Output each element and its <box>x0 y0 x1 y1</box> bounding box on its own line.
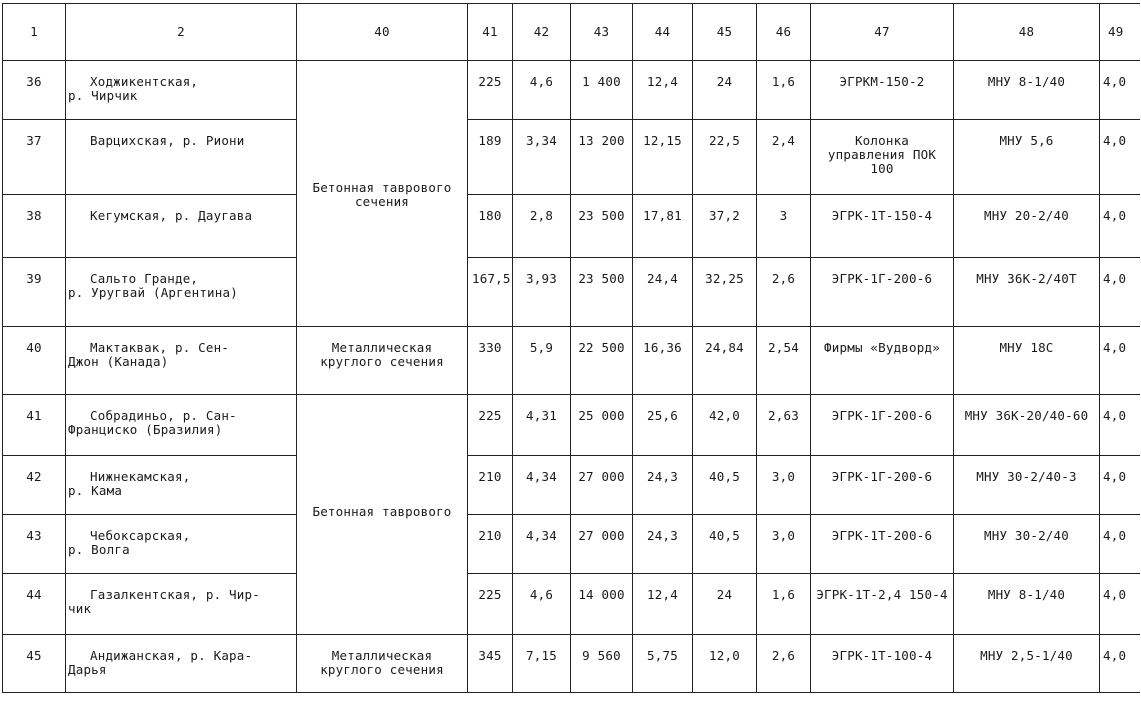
cell-49: 4,0 <box>1100 574 1140 635</box>
cell-41: 345 <box>468 635 513 693</box>
header-cell: 49 <box>1100 4 1140 61</box>
cell-47: ЭГРК-1Г-200-6 <box>811 456 954 515</box>
foundation-type: Бетонная таврового <box>297 395 468 635</box>
cell-45: 24,84 <box>693 327 757 395</box>
station-name: Газалкентская, р. Чир- чик <box>66 574 297 635</box>
foundation-type: Металлическая круглого сечения <box>297 635 468 693</box>
cell-42: 3,93 <box>513 258 571 327</box>
cell-43: 23 500 <box>571 258 633 327</box>
table-row <box>3 120 1140 195</box>
cell-43: 27 000 <box>571 456 633 515</box>
cell-44: 25,6 <box>633 395 693 456</box>
cell-43: 23 500 <box>571 195 633 258</box>
row-number: 41 <box>3 395 66 456</box>
cell-47: ЭГРК-1Т-150-4 <box>811 195 954 258</box>
header-row <box>3 4 1140 61</box>
table-row <box>3 515 1140 574</box>
cell-41: 189 <box>468 120 513 195</box>
cell-48: МНУ 8-1/40 <box>954 574 1100 635</box>
cell-47: ЭГРК-1Г-200-6 <box>811 395 954 456</box>
cell-49: 4,0 <box>1100 395 1140 456</box>
cell-48: МНУ 18С <box>954 327 1100 395</box>
cell-41: 180 <box>468 195 513 258</box>
cell-44: 12,15 <box>633 120 693 195</box>
table-row <box>3 635 1140 693</box>
cell-42: 4,34 <box>513 456 571 515</box>
row-number: 37 <box>3 120 66 195</box>
header-cell: 48 <box>954 4 1100 61</box>
cell-45: 40,5 <box>693 515 757 574</box>
cell-48: МНУ 36К-20/40-60 <box>954 395 1100 456</box>
cell-46: 3,0 <box>757 456 811 515</box>
cell-46: 2,6 <box>757 635 811 693</box>
cell-45: 40,5 <box>693 456 757 515</box>
header-cell: 47 <box>811 4 954 61</box>
row-number: 39 <box>3 258 66 327</box>
row-number: 44 <box>3 574 66 635</box>
header-cell: 41 <box>468 4 513 61</box>
cell-43: 25 000 <box>571 395 633 456</box>
cell-46: 2,54 <box>757 327 811 395</box>
cell-47: ЭГРК-1Т-100-4 <box>811 635 954 693</box>
cell-49: 4,0 <box>1100 456 1140 515</box>
cell-48: МНУ 36К-2/40Т <box>954 258 1100 327</box>
table-row <box>3 456 1140 515</box>
table-row <box>3 195 1140 258</box>
cell-48: МНУ 20-2/40 <box>954 195 1100 258</box>
cell-41: 225 <box>468 574 513 635</box>
cell-45: 22,5 <box>693 120 757 195</box>
cell-49: 4,0 <box>1100 635 1140 693</box>
station-name: Нижнекамская, р. Кама <box>66 456 297 515</box>
cell-44: 24,4 <box>633 258 693 327</box>
cell-46: 3 <box>757 195 811 258</box>
cell-49: 4,0 <box>1100 120 1140 195</box>
cell-45: 32,25 <box>693 258 757 327</box>
cell-43: 22 500 <box>571 327 633 395</box>
cell-44: 16,36 <box>633 327 693 395</box>
cell-41: 225 <box>468 61 513 120</box>
cell-41: 330 <box>468 327 513 395</box>
table-row <box>3 258 1140 327</box>
cell-45: 42,0 <box>693 395 757 456</box>
cell-43: 13 200 <box>571 120 633 195</box>
cell-46: 1,6 <box>757 574 811 635</box>
cell-47: ЭГРК-1Т-200-6 <box>811 515 954 574</box>
cell-48: МНУ 30-2/40 <box>954 515 1100 574</box>
cell-44: 12,4 <box>633 61 693 120</box>
cell-46: 2,63 <box>757 395 811 456</box>
row-number: 40 <box>3 327 66 395</box>
station-name: Ходжикентская, р. Чирчик <box>66 61 297 120</box>
station-name: Собрадиньо, р. Сан- Франциско (Бразилия) <box>66 395 297 456</box>
row-number: 36 <box>3 61 66 120</box>
cell-43: 27 000 <box>571 515 633 574</box>
table-row <box>3 574 1140 635</box>
cell-49: 4,0 <box>1100 515 1140 574</box>
foundation-type: Металлическая круглого сечения <box>297 327 468 395</box>
cell-49: 4,0 <box>1100 258 1140 327</box>
cell-49: 4,0 <box>1100 61 1140 120</box>
cell-47: ЭГРК-1Т-2,4 150-4 <box>811 574 954 635</box>
cell-49: 4,0 <box>1100 327 1140 395</box>
cell-42: 4,6 <box>513 61 571 120</box>
cell-43: 14 000 <box>571 574 633 635</box>
cell-44: 24,3 <box>633 515 693 574</box>
row-number: 42 <box>3 456 66 515</box>
cell-41: 225 <box>468 395 513 456</box>
cell-44: 12,4 <box>633 574 693 635</box>
header-cell: 42 <box>513 4 571 61</box>
header-cell: 40 <box>297 4 468 61</box>
cell-42: 4,31 <box>513 395 571 456</box>
cell-49: 4,0 <box>1100 195 1140 258</box>
station-name: Кегумская, р. Даугава <box>66 195 297 258</box>
cell-42: 5,9 <box>513 327 571 395</box>
header-cell: 46 <box>757 4 811 61</box>
cell-44: 17,81 <box>633 195 693 258</box>
cell-48: МНУ 5,6 <box>954 120 1100 195</box>
cell-47: ЭГРК-1Г-200-6 <box>811 258 954 327</box>
cell-44: 5,75 <box>633 635 693 693</box>
row-number: 45 <box>3 635 66 693</box>
cell-42: 4,34 <box>513 515 571 574</box>
row-number: 43 <box>3 515 66 574</box>
specs-table <box>2 3 1140 693</box>
header-cell: 1 <box>3 4 66 61</box>
cell-42: 7,15 <box>513 635 571 693</box>
row-number: 38 <box>3 195 66 258</box>
table-row <box>3 395 1140 456</box>
table-row <box>3 61 1140 120</box>
cell-48: МНУ 30-2/40-3 <box>954 456 1100 515</box>
station-name: Андижанская, р. Кара- Дарья <box>66 635 297 693</box>
cell-46: 2,6 <box>757 258 811 327</box>
cell-42: 4,6 <box>513 574 571 635</box>
cell-45: 12,0 <box>693 635 757 693</box>
cell-41: 167,5 <box>468 258 513 327</box>
station-name: Сальто Гранде, р. Уругвай (Аргентина) <box>66 258 297 327</box>
cell-41: 210 <box>468 456 513 515</box>
cell-46: 3,0 <box>757 515 811 574</box>
cell-47: ЭГРКМ-150-2 <box>811 61 954 120</box>
cell-48: МНУ 2,5-1/40 <box>954 635 1100 693</box>
station-name: Чебоксарская, р. Волга <box>66 515 297 574</box>
cell-41: 210 <box>468 515 513 574</box>
cell-44: 24,3 <box>633 456 693 515</box>
table-row <box>3 327 1140 395</box>
cell-47: Колонка управления ПОК 100 <box>811 120 954 195</box>
cell-43: 1 400 <box>571 61 633 120</box>
cell-42: 2,8 <box>513 195 571 258</box>
header-cell: 43 <box>571 4 633 61</box>
header-cell: 2 <box>66 4 297 61</box>
cell-47: Фирмы «Вудворд» <box>811 327 954 395</box>
cell-46: 2,4 <box>757 120 811 195</box>
cell-48: МНУ 8-1/40 <box>954 61 1100 120</box>
cell-43: 9 560 <box>571 635 633 693</box>
cell-45: 24 <box>693 574 757 635</box>
station-name: Варцихская, р. Риони <box>66 120 297 195</box>
cell-46: 1,6 <box>757 61 811 120</box>
station-name: Мактаквак, р. Сен- Джон (Канада) <box>66 327 297 395</box>
cell-45: 37,2 <box>693 195 757 258</box>
cell-45: 24 <box>693 61 757 120</box>
header-cell: 44 <box>633 4 693 61</box>
cell-42: 3,34 <box>513 120 571 195</box>
foundation-type: Бетонная таврового сечения <box>297 61 468 327</box>
header-cell: 45 <box>693 4 757 61</box>
